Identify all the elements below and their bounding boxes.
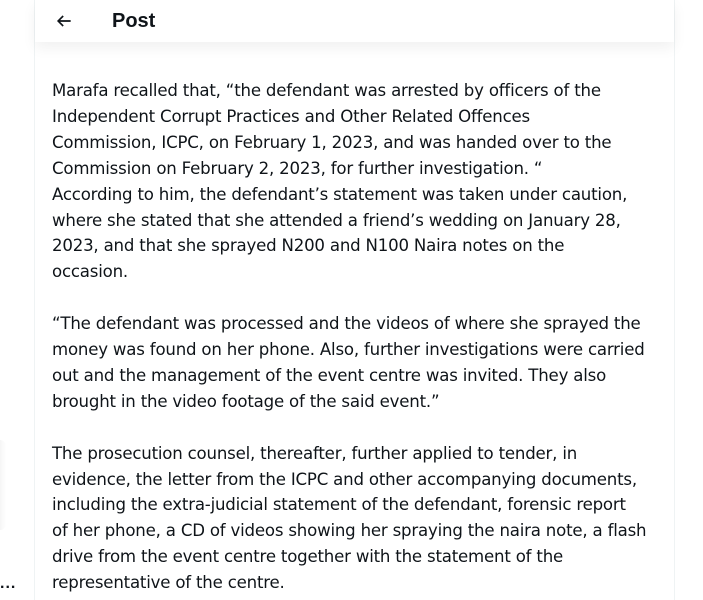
arrow-left-icon [54, 11, 74, 31]
post-body [52, 78, 664, 600]
page-title: Post [112, 10, 156, 32]
post-column [34, 0, 675, 600]
post-header [35, 0, 674, 42]
back-button[interactable] [47, 4, 81, 38]
post-paragraph-1: Marafa recalled that, “the defendant was arrested by officers of the Independent Corrupt Practices and Other Related Offences Commission, ICPC, on February 1, 2023, and was handed over to the Commission on February 2, 2023, for further investigation. “ According to him, the defendant’s statement was taken under caution, where she stated that she attended a friend’s wedding on January 28, 2023, and that she sprayed N200 and N100 Naira notes on the occasion. [52, 81, 628, 282]
left-rail-shadow [0, 440, 6, 530]
more-options-ellipsis[interactable]: ... [0, 575, 17, 592]
post-paragraph-3: The prosecution counsel, thereafter, further applied to tender, in evidence, the letter from the ICPC and other accompanying documents, including the extra-judicial statement of the defendant, forensic report of her phone, a CD of videos showing her spraying the naira note, a flash drive from the event centre together with the statement of the representative of the centre. [52, 443, 647, 593]
post-paragraph-2: “The defendant was processed and the videos of where she sprayed the money was found on her phone. Also, further investigations were carried out and the management of the event centre was invited. They also brought in the video footage of the said event.” [52, 314, 645, 411]
